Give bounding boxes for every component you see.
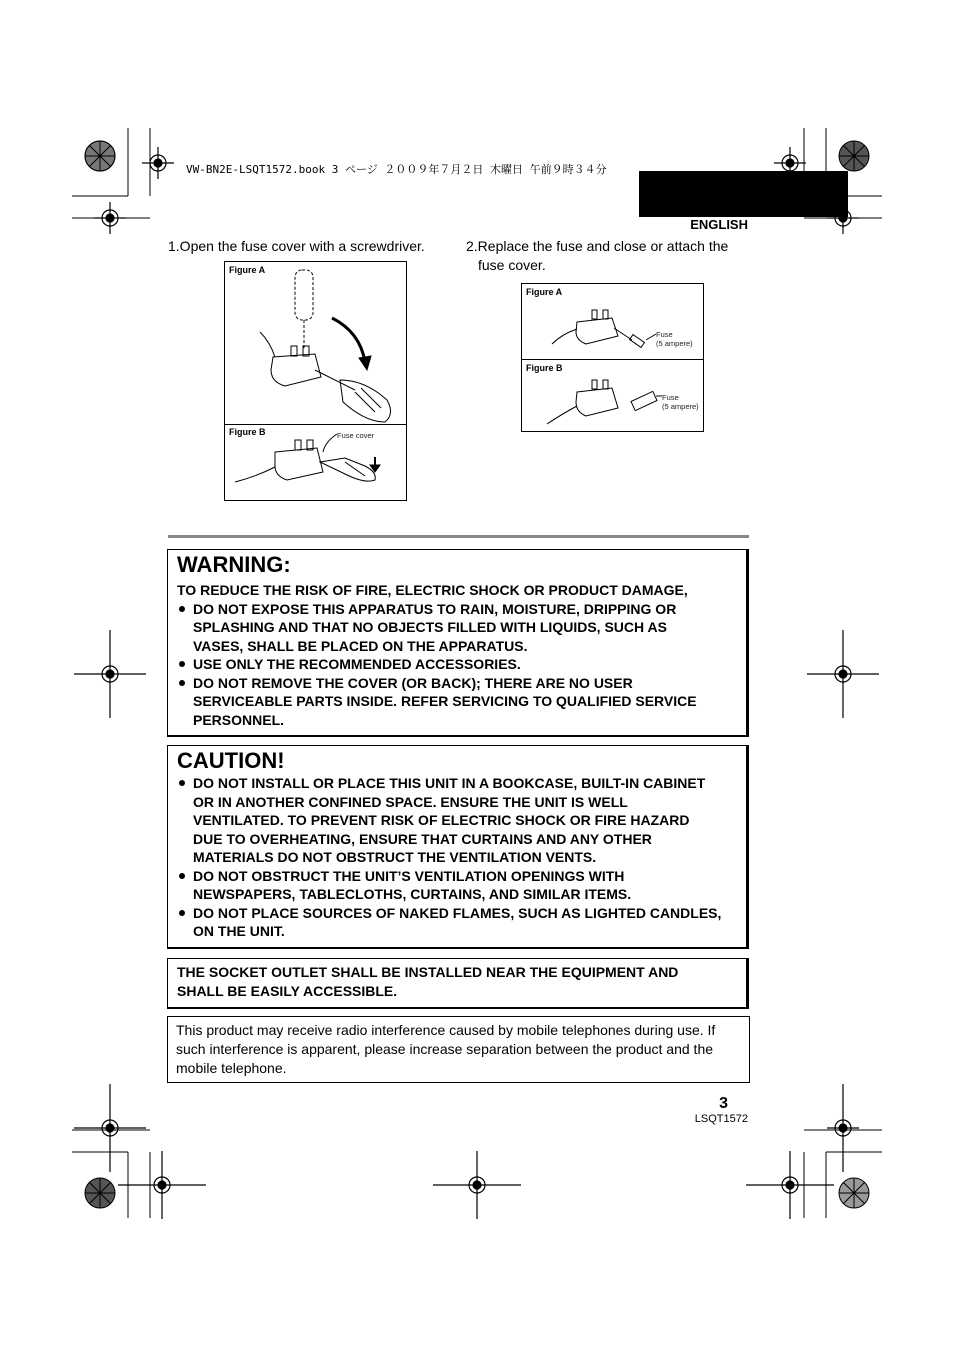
language-label: ENGLISH <box>690 217 748 232</box>
warning-title: WARNING: <box>177 552 291 577</box>
caution-item-line: NEWSPAPERS, TABLECLOTHS, CURTAINS, AND SIMILAR ITEMS. <box>193 886 632 902</box>
interference-notice-line: mobile telephone. <box>176 1060 287 1076</box>
fuse-illustration <box>522 284 703 431</box>
caution-item <box>177 904 738 941</box>
caution-item-line: DO NOT OBSTRUCT THE UNIT’S VENTILATION OPENINGS WITH <box>193 867 625 884</box>
caution-item-line: ON THE UNIT. <box>193 923 285 939</box>
bullet-icon <box>179 780 185 786</box>
fuse-rating-a: (5 ampere) <box>656 339 693 348</box>
warning-item-line: DO NOT EXPOSE THIS APPARATUS TO RAIN, MOISTURE, DRIPPING OR <box>193 600 677 617</box>
caution-item-line: DUE TO OVERHEATING, ENSURE THAT CURTAINS AND ANY OTHER <box>193 830 652 847</box>
plug-screwdriver-illustration <box>225 262 406 500</box>
figure-a-label: Figure A <box>229 265 266 275</box>
fuse-cover-label: Fuse cover <box>337 431 375 440</box>
warning-item <box>177 655 738 674</box>
warning-item-line: USE ONLY THE RECOMMENDED ACCESSORIES. <box>193 656 521 672</box>
language-tab <box>639 171 848 217</box>
section-divider <box>168 535 749 538</box>
caution-item <box>177 774 738 867</box>
interference-notice-line: This product may receive radio interference caused by mobile telephones during use. If <box>176 1022 716 1038</box>
document-code: LSQT1572 <box>694 1113 748 1125</box>
caution-item-line: MATERIALS DO NOT OBSTRUCT THE VENTILATION VENTS. <box>193 849 597 865</box>
warning-item-line: SERVICEABLE PARTS INSIDE. REFER SERVICING TO QUALIFIED SERVICE <box>193 693 697 709</box>
caution-item <box>177 867 738 904</box>
caution-item-line: DO NOT INSTALL OR PLACE THIS UNIT IN A BOOKCASE, BUILT-IN CABINET <box>193 775 706 791</box>
socket-notice-line: SHALL BE EASILY ACCESSIBLE. <box>177 982 398 999</box>
warning-item-line: PERSONNEL. <box>193 711 285 728</box>
fuse-label-b: Fuse <box>662 393 679 402</box>
warning-item-line: DO NOT REMOVE THE COVER (OR BACK); THERE ARE NO USER <box>193 674 633 691</box>
step-1-text: 1.Open the fuse cover with a screwdriver. <box>168 238 425 254</box>
warning-intro: TO REDUCE THE RISK OF FIRE, ELECTRIC SHOCK OR PRODUCT DAMAGE, <box>177 582 688 598</box>
caution-item-line: VENTILATED. TO PREVENT RISK OF ELECTRIC SHOCK OR FIRE HAZARD <box>193 812 690 828</box>
book-file-header: VW-BN2E-LSQT1572.book 3 ページ ２００９年７月２日 木曜日 午前９時３４分 <box>186 163 607 176</box>
warning-box <box>167 549 749 737</box>
bullet-icon <box>179 606 185 612</box>
bullet-icon <box>179 910 185 916</box>
figure-fuse-cover-open <box>224 261 407 501</box>
figure-b-label: Figure B <box>526 363 563 373</box>
figure-b-label: Figure B <box>229 427 266 437</box>
page-number: 3 <box>719 1095 728 1112</box>
bullet-icon <box>179 661 185 667</box>
socket-notice-box <box>167 958 749 1009</box>
warning-item-line: VASES, SHALL BE PLACED ON THE APPARATUS. <box>193 637 528 654</box>
step-2-text-line-2: fuse cover. <box>478 257 546 273</box>
caution-item-line: OR IN ANOTHER CONFINED SPACE. ENSURE THE UNIT IS WELL <box>193 793 628 810</box>
bullet-icon <box>179 873 185 879</box>
socket-notice-line: THE SOCKET OUTLET SHALL BE INSTALLED NEAR THE EQUIPMENT AND <box>177 964 679 980</box>
interference-notice-box <box>167 1016 750 1083</box>
interference-notice-line: such interference is apparent, please increase separation between the product and the <box>176 1041 714 1057</box>
figure-fuse-replace <box>521 283 704 432</box>
caution-box <box>167 745 749 949</box>
figure-a-label: Figure A <box>526 287 563 297</box>
warning-item <box>177 600 738 656</box>
bullet-icon <box>179 680 185 686</box>
fuse-rating-b: (5 ampere) <box>662 402 699 411</box>
step-2-text-line-1: 2.Replace the fuse and close or attach the <box>466 238 729 254</box>
caution-title: CAUTION! <box>177 748 285 773</box>
warning-item <box>177 674 738 730</box>
warning-item-line: SPLASHING AND THAT NO OBJECTS FILLED WITH LIQUIDS, SUCH AS <box>193 619 667 635</box>
caution-item-line: DO NOT PLACE SOURCES OF NAKED FLAMES, SUCH AS LIGHTED CANDLES, <box>193 904 722 921</box>
fuse-label-a: Fuse <box>656 330 673 339</box>
